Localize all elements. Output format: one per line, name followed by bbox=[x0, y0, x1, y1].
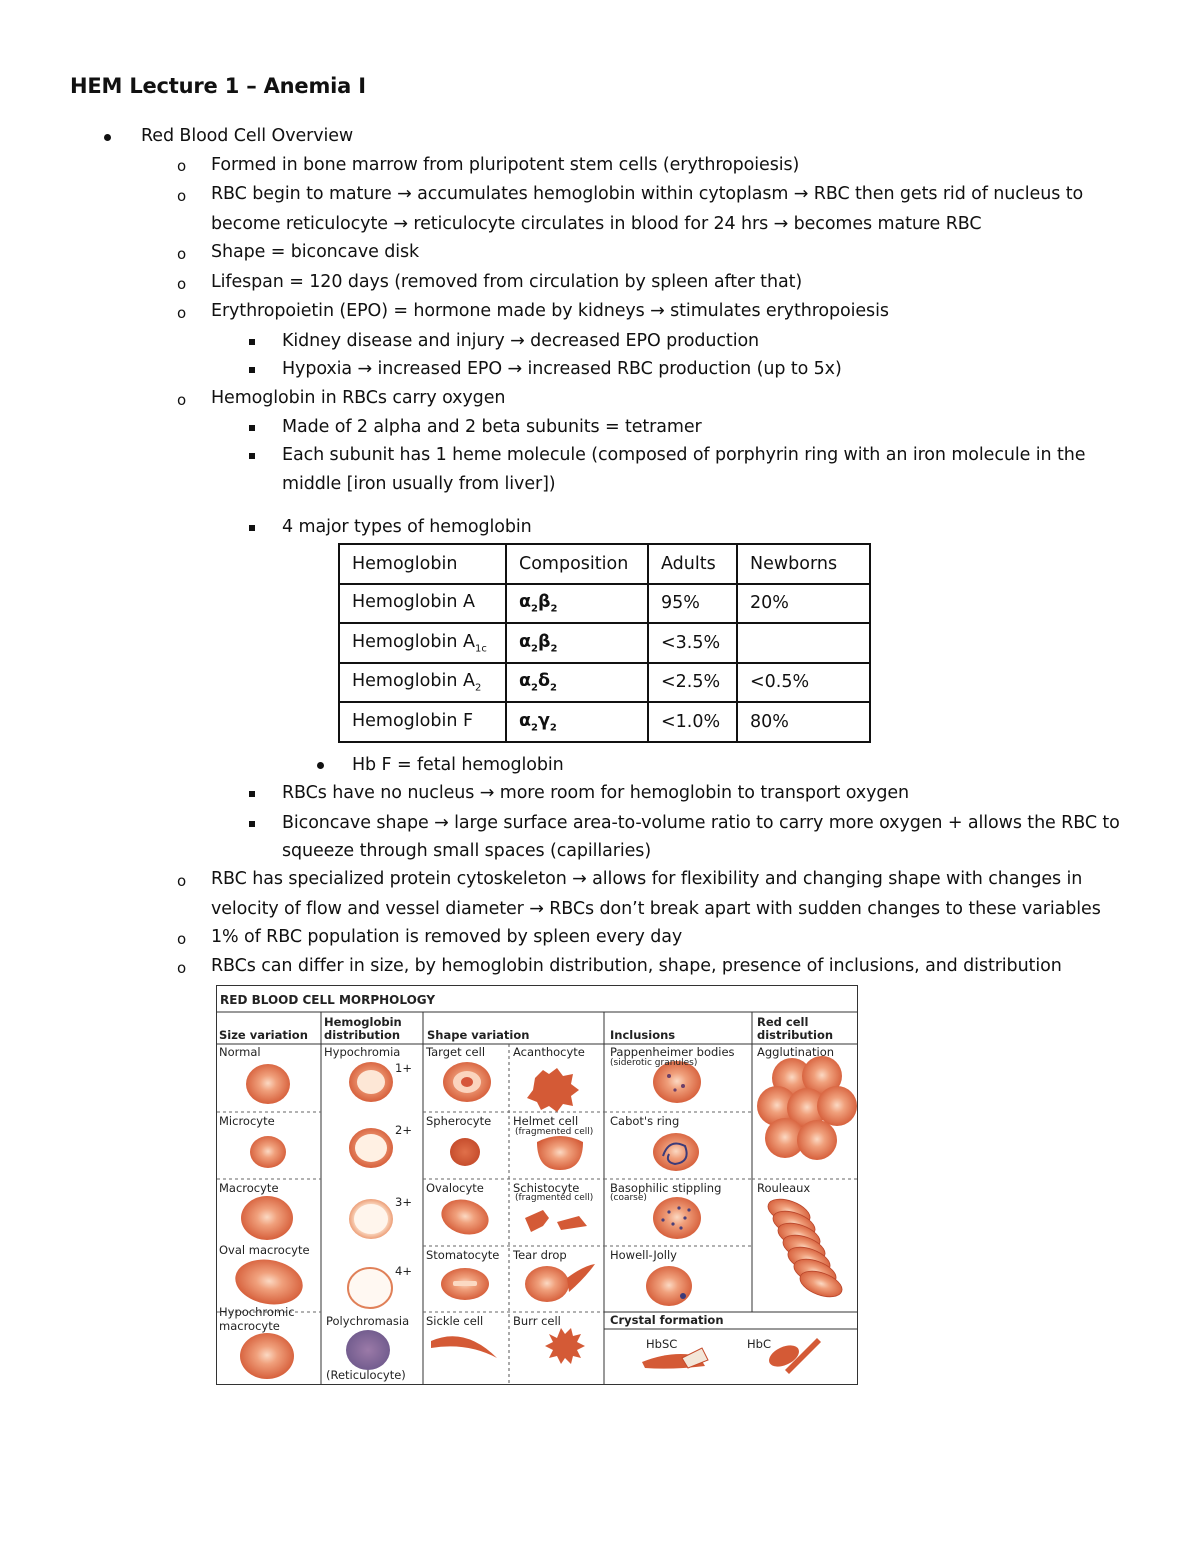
text-line: become reticulocyte → reticulocyte circulates in blood for 24 hrs → becomes mature RBC bbox=[211, 214, 982, 234]
text-line: RBC begin to mature → accumulates hemoglobin within cytoplasm → RBC then gets rid of nucleus to bbox=[211, 184, 1084, 204]
table-cell: Hemoglobin $A_{1c}$ bbox=[339, 623, 506, 663]
square-bullet-icon bbox=[249, 367, 255, 373]
header-shape: Shape variation bbox=[427, 1028, 530, 1042]
label-stomatocyte: Stomatocyte bbox=[426, 1248, 500, 1262]
label-cabot: Cabot's ring bbox=[610, 1114, 680, 1128]
text-line: Biconcave shape → large surface area-to-volume ratio to carry more oxygen + allows the RBC to bbox=[282, 813, 1120, 833]
table-header-cell: Newborns bbox=[737, 544, 870, 584]
rbc-morphology-figure bbox=[216, 985, 858, 1385]
table-header-row bbox=[339, 544, 870, 584]
label-basophilic: Basophilic stippling bbox=[610, 1181, 722, 1195]
square-bullet-icon bbox=[249, 425, 255, 431]
table-cell: $\alpha_2\beta_2$ bbox=[506, 584, 648, 624]
label-teardrop: Tear drop bbox=[513, 1248, 567, 1262]
text-line: RBCs can differ in size, by hemoglobin distribution, shape, presence of inclusions, and distribution bbox=[211, 956, 1062, 976]
label-normal: Normal bbox=[219, 1045, 261, 1059]
table-header-cell: Adults bbox=[648, 544, 737, 584]
label-acanthocyte: Acanthocyte bbox=[513, 1045, 585, 1059]
circle-bullet-icon: o bbox=[177, 391, 187, 409]
label-hypochromic: Hypochromic bbox=[219, 1305, 295, 1319]
label-grade-3: 3+ bbox=[395, 1195, 412, 1209]
table-cell: $\alpha_2\delta_2$ bbox=[506, 663, 648, 703]
text-line: Kidney disease and injury → decreased EPO production bbox=[282, 331, 760, 351]
circle-bullet-icon: o bbox=[177, 245, 187, 263]
label-oval-macrocyte: Oval macrocyte bbox=[219, 1243, 310, 1257]
circle-bullet-icon: o bbox=[177, 157, 187, 175]
table-cell: <1.0% bbox=[648, 702, 737, 742]
text-line: Lifespan = 120 days (removed from circulation by spleen after that) bbox=[211, 272, 803, 292]
label-macrocyte: Macrocyte bbox=[219, 1181, 279, 1195]
circle-bullet-icon: o bbox=[177, 872, 187, 890]
text-line: Formed in bone marrow from pluripotent stem cells (erythropoiesis) bbox=[211, 155, 800, 175]
label-microcyte: Microcyte bbox=[219, 1114, 275, 1128]
label-helmet: Helmet cell bbox=[513, 1114, 579, 1128]
label-polychromasia: Polychromasia bbox=[326, 1314, 410, 1328]
circle-bullet-icon: o bbox=[177, 959, 187, 977]
label-reticulocyte: (Reticulocyte) bbox=[326, 1368, 406, 1382]
text-line: 4 major types of hemoglobin bbox=[282, 517, 532, 537]
table-cell: $\alpha_2\gamma_2$ bbox=[506, 702, 648, 742]
table-header-cell: Hemoglobin bbox=[339, 544, 506, 584]
header-size: Size variation bbox=[219, 1028, 308, 1042]
header-inclusions: Inclusions bbox=[610, 1028, 676, 1042]
label-rouleaux: Rouleaux bbox=[757, 1181, 811, 1195]
text-line: Erythropoietin (EPO) = hormone made by kidneys → stimulates erythropoiesis bbox=[211, 301, 889, 321]
label-pappenheimer: Pappenheimer bodies bbox=[610, 1045, 735, 1059]
text-line: RBCs have no nucleus → more room for hemoglobin to transport oxygen bbox=[282, 783, 910, 803]
label-grade-4: 4+ bbox=[395, 1264, 412, 1278]
text-line: Red Blood Cell Overview bbox=[141, 126, 354, 146]
table-header-cell: Composition bbox=[506, 544, 648, 584]
page-title: HEM Lecture 1 – Anemia I bbox=[70, 74, 366, 98]
label-agglutination: Agglutination bbox=[757, 1045, 835, 1059]
label-spherocyte: Spherocyte bbox=[426, 1114, 492, 1128]
table-row bbox=[339, 584, 870, 624]
text-line: Shape = biconcave disk bbox=[211, 242, 420, 262]
table-row bbox=[339, 702, 870, 742]
label-pappenheimer-sub: (siderotic granules) bbox=[610, 1058, 698, 1068]
square-bullet-icon bbox=[249, 821, 255, 827]
table-cell: <2.5% bbox=[648, 663, 737, 703]
table-row bbox=[339, 623, 870, 663]
table-cell: <0.5% bbox=[737, 663, 870, 703]
circle-bullet-icon: o bbox=[177, 930, 187, 948]
text-line: Made of 2 alpha and 2 beta subunits = tetramer bbox=[282, 417, 702, 437]
circle-bullet-icon: o bbox=[177, 187, 187, 205]
label-grade-2: 2+ bbox=[395, 1123, 412, 1137]
circle-bullet-icon: o bbox=[177, 304, 187, 322]
table-cell: Hemoglobin $A_2$ bbox=[339, 663, 506, 703]
header-red: Red cell bbox=[757, 1015, 809, 1029]
table-cell: 20% bbox=[737, 584, 870, 624]
label-hbsc: HbSC bbox=[646, 1337, 678, 1351]
table-cell: 80% bbox=[737, 702, 870, 742]
label-helmet-sub: (fragmented cell) bbox=[515, 1127, 594, 1137]
label-basophilic-sub: (coarse) bbox=[610, 1193, 647, 1203]
text-line: Hemoglobin in RBCs carry oxygen bbox=[211, 388, 506, 408]
header-hemo2: distribution bbox=[324, 1028, 401, 1042]
hemoglobin-table bbox=[338, 543, 871, 743]
table-cell: $\alpha_2\beta_2$ bbox=[506, 623, 648, 663]
label-sickle: Sickle cell bbox=[426, 1314, 484, 1328]
text-line: 1% of RBC population is removed by spleen every day bbox=[211, 927, 683, 947]
label-hbc: HbC bbox=[747, 1337, 771, 1351]
bullet-dot-icon bbox=[104, 134, 111, 141]
square-bullet-icon bbox=[249, 453, 255, 459]
table-row bbox=[339, 663, 870, 703]
text-line: middle [iron usually from liver]) bbox=[282, 474, 556, 494]
label-schistocyte: Schistocyte bbox=[513, 1181, 580, 1195]
table-cell: Hemoglobin F bbox=[339, 702, 506, 742]
table-cell: <3.5% bbox=[648, 623, 737, 663]
text-line: Each subunit has 1 heme molecule (composed of porphyrin ring with an iron molecule in the bbox=[282, 445, 1086, 465]
label-ovalocyte: Ovalocyte bbox=[426, 1181, 484, 1195]
square-bullet-icon bbox=[249, 525, 255, 531]
header-red2: distribution bbox=[757, 1028, 834, 1042]
label-howell: Howell-Jolly bbox=[610, 1248, 677, 1262]
label-hypochromic-2: macrocyte bbox=[219, 1319, 280, 1333]
text-line: Hypoxia → increased EPO → increased RBC production (up to 5x) bbox=[282, 359, 842, 379]
header-crystal: Crystal formation bbox=[610, 1313, 724, 1327]
table-cell: 95% bbox=[648, 584, 737, 624]
table-cell bbox=[737, 623, 870, 663]
text-line: velocity of flow and vessel diameter → RBCs don’t break apart with sudden changes to these variables bbox=[211, 899, 1101, 919]
bullet-dot-icon bbox=[317, 762, 324, 769]
text-line: squeeze through small spaces (capillaries) bbox=[282, 841, 652, 861]
label-target: Target cell bbox=[426, 1045, 486, 1059]
label-grade-1: 1+ bbox=[395, 1061, 412, 1075]
text-line: Hb F = fetal hemoglobin bbox=[352, 755, 564, 775]
square-bullet-icon bbox=[249, 339, 255, 345]
label-burr: Burr cell bbox=[513, 1314, 561, 1328]
circle-bullet-icon: o bbox=[177, 275, 187, 293]
square-bullet-icon bbox=[249, 791, 255, 797]
label-hypochromia: Hypochromia bbox=[324, 1045, 401, 1059]
morphology-title: RED BLOOD CELL MORPHOLOGY bbox=[220, 993, 436, 1007]
label-schistocyte-sub: (fragmented cell) bbox=[515, 1193, 594, 1203]
text-line: RBC has specialized protein cytoskeleton → allows for flexibility and changing shape with changes in bbox=[211, 869, 1083, 889]
header-hemo: Hemoglobin bbox=[324, 1015, 402, 1029]
table-cell: Hemoglobin A bbox=[339, 584, 506, 624]
